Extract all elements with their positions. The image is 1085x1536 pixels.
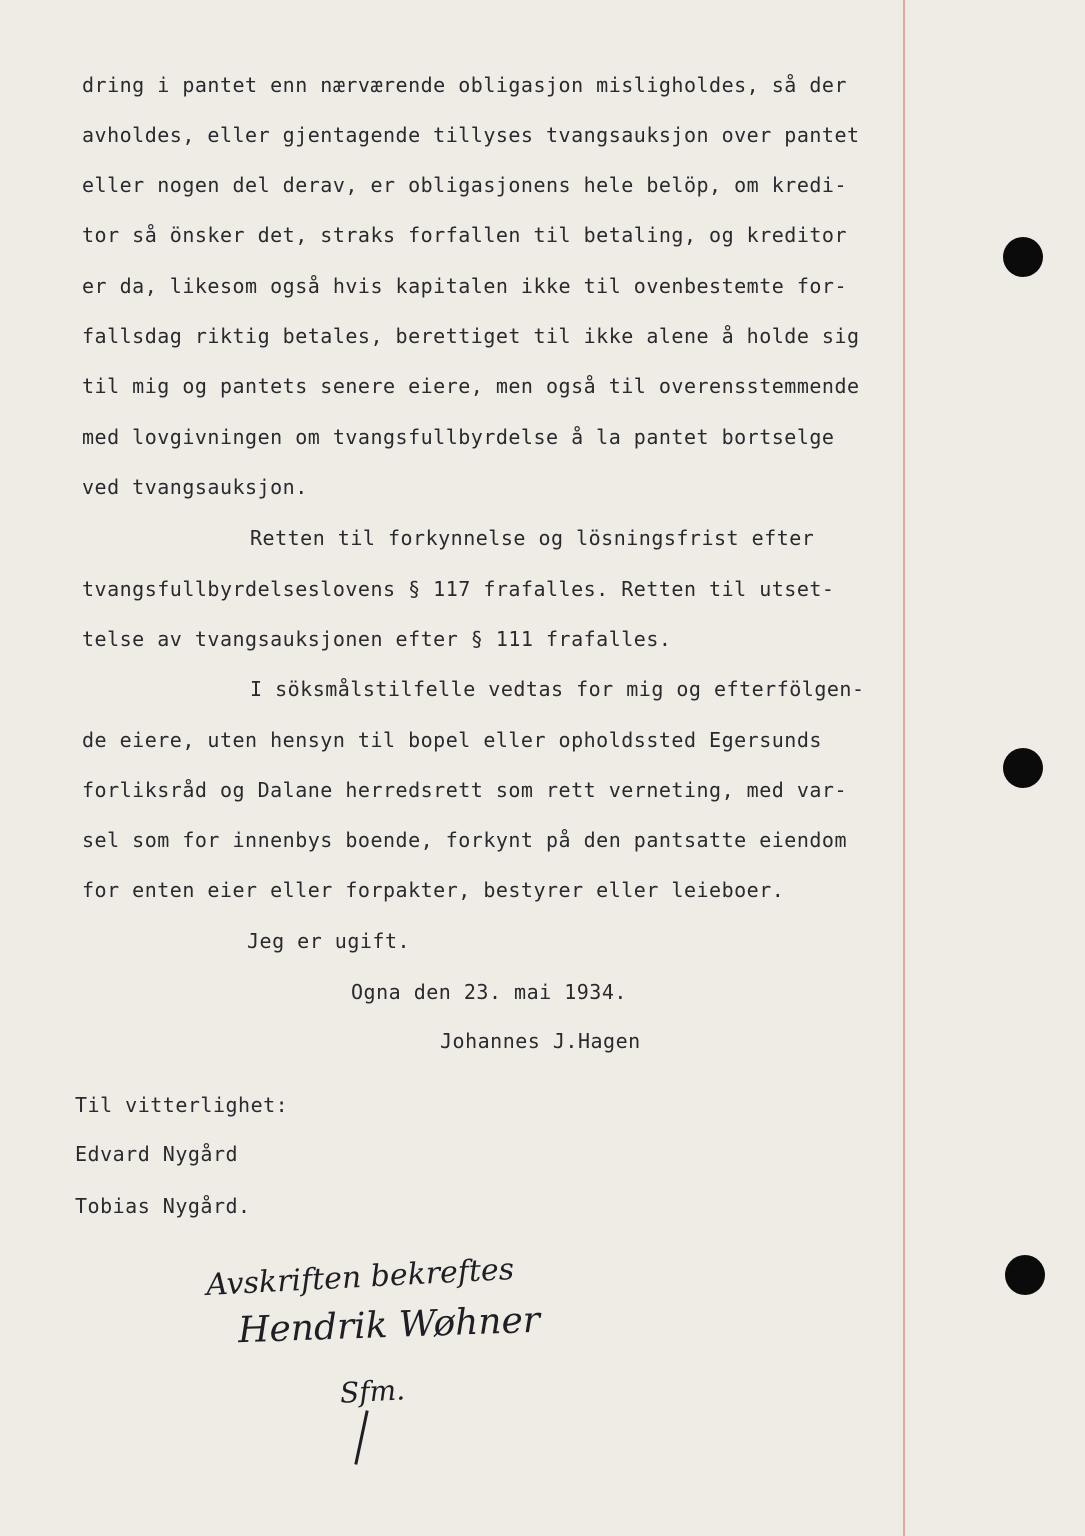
punch-hole	[1003, 237, 1043, 277]
body-line: til mig og pantets senere eiere, men også til overensstemmende	[82, 374, 860, 398]
marital-status: Jeg er ugift.	[247, 929, 411, 953]
handwritten-signature: Hendrik Wøhner	[237, 1299, 541, 1352]
body-line: eller nogen del derav, er obligasjonens hele belöp, om kredi-	[82, 173, 848, 197]
witness-name: Tobias Nygård.	[75, 1194, 251, 1218]
body-line: tvangsfullbyrdelseslovens § 117 frafalles. Retten til utset-	[82, 577, 835, 601]
body-line: avholdes, eller gjentagende tillyses tvangsauksjon over pantet	[82, 123, 860, 147]
witness-heading: Til vitterlighet:	[75, 1093, 289, 1117]
witness-name: Edvard Nygård	[75, 1142, 239, 1166]
body-line: Retten til forkynnelse og lösningsfrist efter	[250, 526, 815, 550]
signatory-name: Johannes J.Hagen	[440, 1029, 641, 1053]
margin-line	[903, 0, 905, 1536]
body-line: med lovgivningen om tvangsfullbyrdelse å la pantet bortselge	[82, 425, 835, 449]
body-line: er da, likesom også hvis kapitalen ikke til ovenbestemte for-	[82, 274, 848, 298]
body-line: for enten eier eller forpakter, bestyrer eller leieboer.	[82, 878, 785, 902]
body-line: I söksmålstilfelle vedtas for mig og efterfölgen-	[250, 677, 865, 701]
body-line: forliksråd og Dalane herredsrett som rett verneting, med var-	[82, 778, 848, 802]
signature-stroke	[354, 1410, 368, 1464]
body-line: telse av tvangsauksjonen efter § 111 frafalles.	[82, 627, 672, 651]
handwritten-title: Sfm.	[339, 1373, 406, 1410]
body-line: ved tvangsauksjon.	[82, 475, 308, 499]
body-line: sel som for innenbys boende, forkynt på den pantsatte eiendom	[82, 828, 848, 852]
body-line: tor så önsker det, straks forfallen til betaling, og kreditor	[82, 223, 848, 247]
body-line: fallsdag riktig betales, berettiget til ikke alene å holde sig	[82, 324, 860, 348]
handwritten-certification: Avskriften bekreftes	[205, 1251, 515, 1304]
punch-hole	[1003, 748, 1043, 788]
place-date: Ogna den 23. mai 1934.	[351, 980, 627, 1004]
body-line: dring i pantet enn nærværende obligasjon misligholdes, så der	[82, 73, 848, 97]
body-line: de eiere, uten hensyn til bopel eller opholdssted Egersunds	[82, 728, 822, 752]
punch-hole	[1005, 1255, 1045, 1295]
